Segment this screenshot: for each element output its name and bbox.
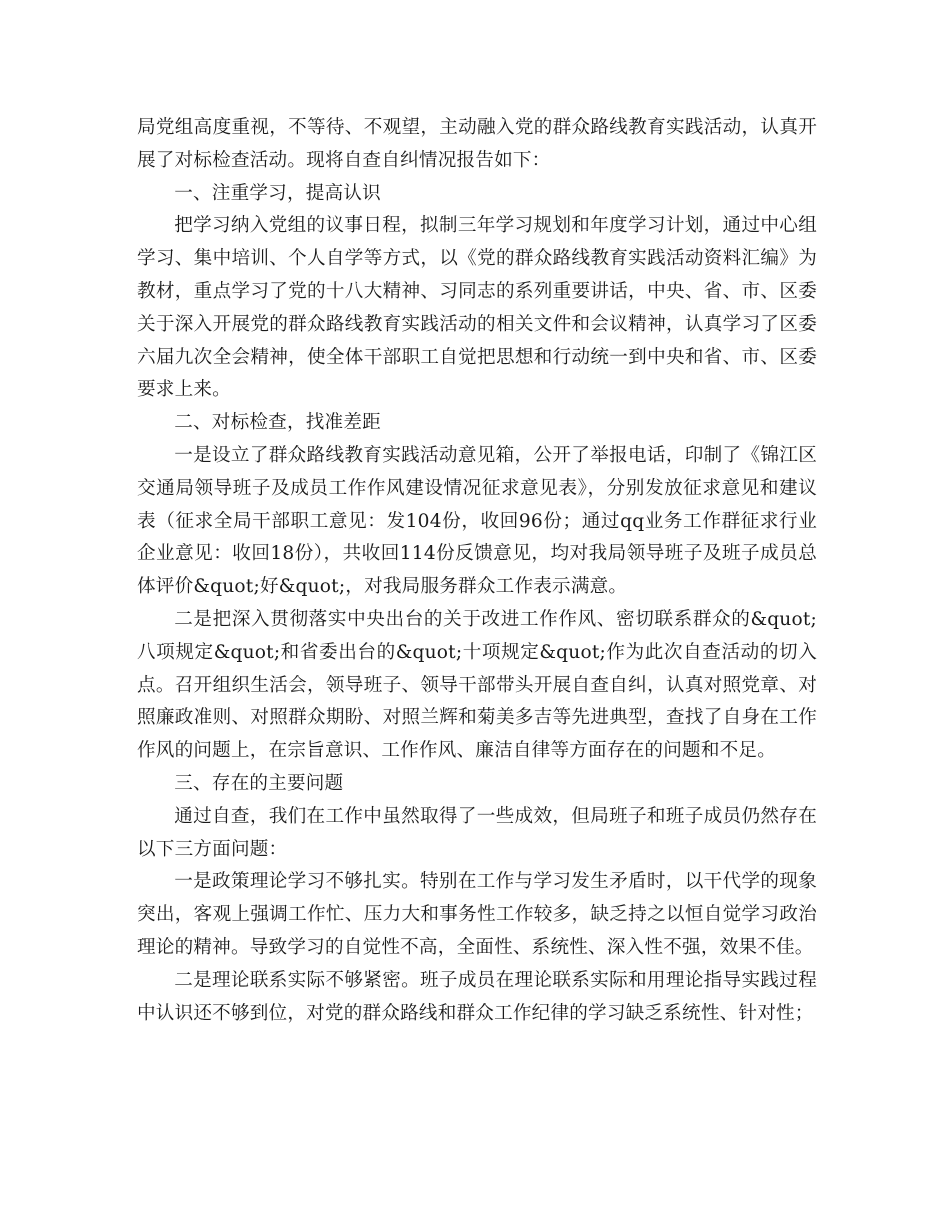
paragraph-problem-theory-study: 一是政策理论学习不够扎实。特别在工作与学习发生矛盾时，以干代学的现象突出，客观上强调工作忙、压力大和事务性工作较多，缺乏持之以恒自觉学习政治理论的精神。导致学习的自觉性不高，全面性、系统性、深入性不强，效果不佳。 [137, 871, 817, 958]
paragraph-eight-rules: 二是把深入贯彻落实中央出台的关于改进工作作风、密切联系群众的&quot;八项规定&quot;和省委出台的&quot;十项规定&quot;作为此次自查活动的切入点。召开组织生活会，领导班子、领导干部带头开展自查自纠，认真对照党章、对照廉政准则、对照群众期盼、对照兰辉和菊美多吉等先进典型，查找了自身在工作作风的问题上，在宗旨意识、工作作风、廉洁自律等方面存在的问题和不足。 [137, 608, 817, 762]
section-heading-problems: 三、存在的主要问题 [174, 772, 344, 794]
paragraph-study-plan: 把学习纳入党组的议事日程，拟制三年学习规划和年度学习计划，通过中心组学习、集中培训、个人自学等方式，以《党的群众路线教育实践活动资料汇编》为教材，重点学习了党的十八大精神、习同志的系列重要讲话，中央、省、市、区委关于深入开展党的群众路线教育实践活动的相关文件和会议精神，认真学习了区委六届九次全会精神，使全体干部职工自觉把思想和行动统一到中央和省、市、区委要求上来。 [137, 215, 817, 401]
paragraph-self-check: 通过自查，我们在工作中虽然取得了一些成效，但局班子和班子成员仍然存在以下三方面问题： [137, 805, 817, 860]
section-heading-study: 一、注重学习，提高认识 [174, 182, 381, 204]
section-heading-benchmark: 二、对标检查，找准差距 [174, 412, 381, 434]
paragraph-problem-theory-practice: 二是理论联系实际不够紧密。班子成员在理论联系实际和用理论指导实践过程中认识还不够到位，对党的群众路线和群众工作纪律的学习缺乏系统性、针对性； [137, 969, 817, 1024]
paragraph-opinion-box: 一是设立了群众路线教育实践活动意见箱，公开了举报电话，印制了《锦江区交通局领导班子及成员工作作风建设情况征求意见表》，分别发放征求意见和建议表（征求全局干部职工意见：发104份，收回96份；通过qq业务工作群征求行业企业意见：收回18份），共收回114份反馈意见，均对我局领导班子及班子成员总体评价&quot;好&quot;，对我局服务群众工作表示满意。 [137, 444, 817, 598]
paragraph-intro-continuation: 局党组高度重视，不等待、不观望，主动融入党的群众路线教育实践活动，认真开展了对标检查活动。现将自查自纠情况报告如下： [137, 117, 817, 171]
document-page [137, 112, 817, 1030]
